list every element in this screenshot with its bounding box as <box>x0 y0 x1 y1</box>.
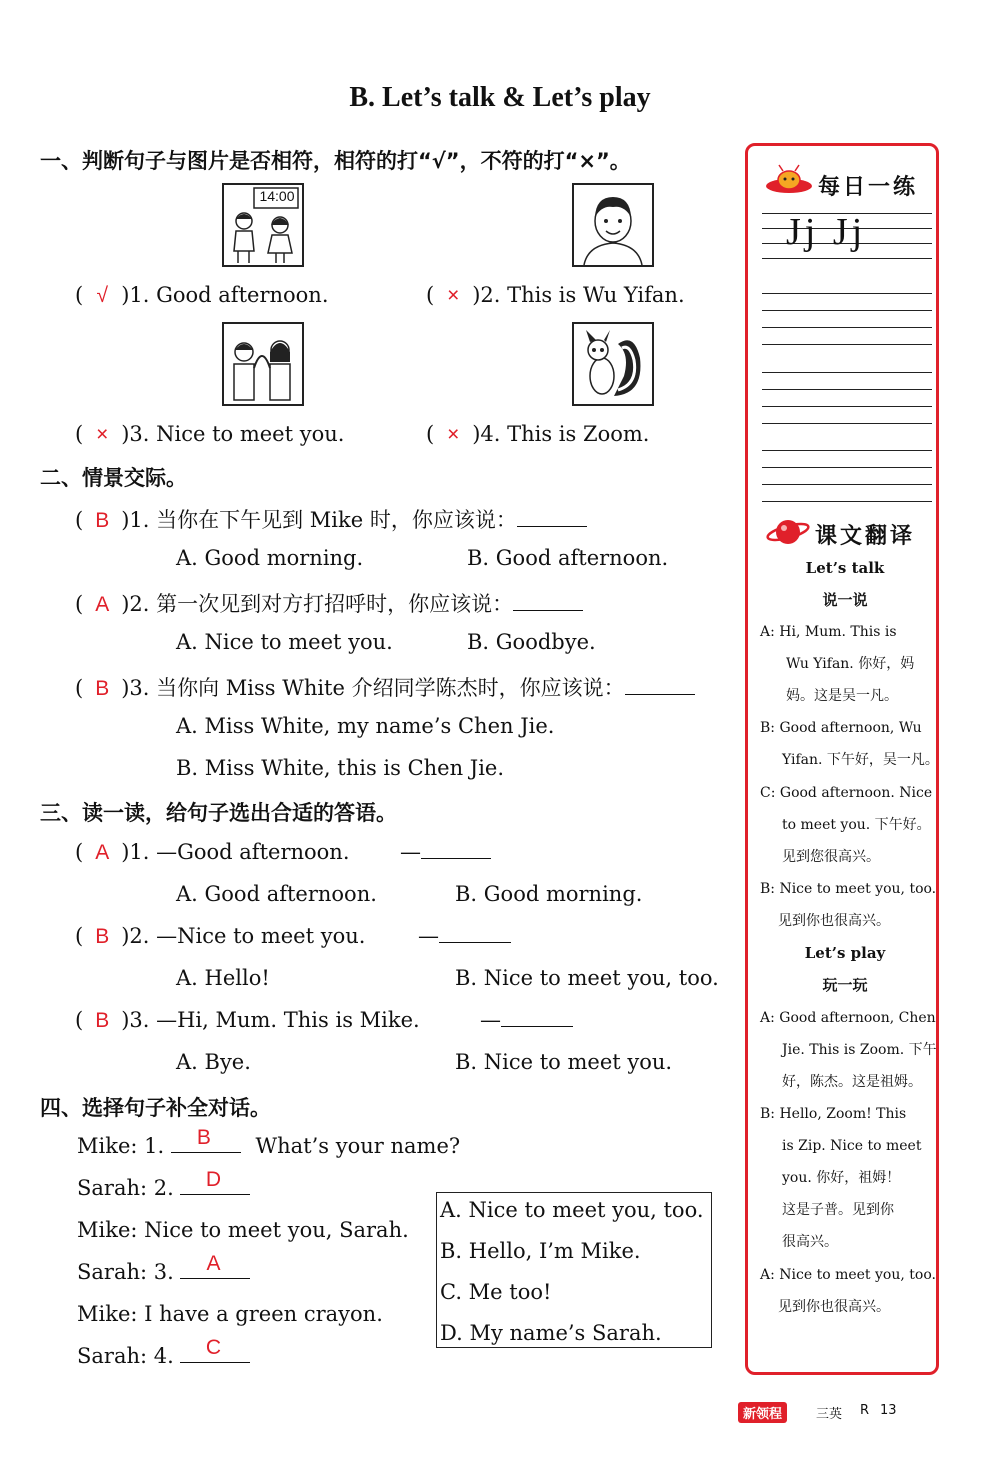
play-title: Let’s play <box>804 944 886 962</box>
dash: — <box>418 924 439 948</box>
play-subtitle: 玩一玩 <box>822 976 868 994</box>
blank-line <box>439 924 511 943</box>
ufo-icon <box>764 164 814 204</box>
play-line: you. 你好，祖姆！ <box>782 1170 901 1186</box>
page-title: B. Let’s talk & Let’s play <box>349 82 651 113</box>
s3-question-3: )3. —Hi, Mum. This is Mike. <box>121 1008 420 1032</box>
footer-edition: R <box>860 1403 870 1418</box>
after-text: What’s your name? <box>255 1134 461 1158</box>
blank-line <box>625 676 695 695</box>
s4-blank-1 <box>171 1126 241 1153</box>
s1-answer-3: × <box>96 423 109 446</box>
writing-rule <box>762 406 932 407</box>
speaker: Sarah: 4. <box>77 1344 174 1368</box>
s2-opt-b-3: B. Miss White, this is Chen Jie. <box>176 756 505 780</box>
s1-item-4: ( × )4. This is Zoom. <box>426 422 650 446</box>
s1-answer-1: √ <box>96 284 108 307</box>
footer-grade: 三英 <box>816 1407 843 1422</box>
talk-subtitle: 说一说 <box>822 591 868 609</box>
talk-title: Let’s talk <box>805 559 885 577</box>
writing-rule <box>762 389 932 390</box>
s3-question-1: )1. —Good afternoon. <box>121 840 350 864</box>
s1-text-2: )2. This is Wu Yifan. <box>472 283 685 307</box>
s3-answer-1: A <box>95 841 110 864</box>
s3-reply-3 <box>480 1008 573 1032</box>
s2-answer-2: A <box>95 593 110 616</box>
s3-opt-b-3: B. Nice to meet you. <box>455 1050 673 1074</box>
s2-answer-3: B <box>95 677 110 700</box>
s3-item-3: ( B )3. —Hi, Mum. This is Mike. <box>75 1008 420 1032</box>
s2-answer-1: B <box>95 509 110 532</box>
talk-line: A: Hi, Mum. This is <box>760 624 897 640</box>
writing-rule <box>762 484 932 485</box>
daily-practice-heading: 每日一练 <box>818 175 919 200</box>
blank-line <box>421 840 491 859</box>
dash: — <box>400 840 421 864</box>
option-a: A. Nice to meet you, too. <box>440 1198 704 1222</box>
letter-practice: Jj Jj <box>786 211 867 253</box>
s4-line-1 <box>77 1126 461 1158</box>
play-line: A: Good afternoon, Chen <box>760 1010 936 1026</box>
planet-icon <box>766 514 810 554</box>
s4-line-3: Mike: Nice to meet you, Sarah. <box>77 1218 409 1242</box>
dash: — <box>480 1008 501 1032</box>
s1-answer-2: × <box>447 284 460 307</box>
s1-text-1: )1. Good afternoon. <box>121 283 329 307</box>
s2-opt-b-1: B. Good afternoon. <box>467 546 669 570</box>
blank-line <box>517 508 587 527</box>
writing-rule <box>762 423 932 424</box>
s4-line-4 <box>77 1252 250 1284</box>
s4-line-6 <box>77 1336 250 1368</box>
s4-line-5: Mike: I have a green crayon. <box>77 1302 383 1326</box>
writing-rule <box>762 467 932 468</box>
handshake-illustration <box>224 324 302 404</box>
picture-handshake <box>222 322 304 406</box>
s2-question-3: )3. 当你向 Miss White 介绍同学陈杰时，你应该说： <box>121 676 625 700</box>
play-line: A: Nice to meet you, too. <box>760 1267 936 1283</box>
talk-line: C: Good afternoon. Nice <box>760 785 933 801</box>
speaker: Sarah: 3. <box>77 1260 174 1284</box>
talk-line: B: Nice to meet you, too. <box>760 881 937 897</box>
s2-opt-b-2: B. Goodbye. <box>467 630 596 654</box>
play-line: Jie. This is Zoom. 下午 <box>782 1042 937 1058</box>
option-b: B. Hello, I’m Mike. <box>440 1239 641 1263</box>
s3-opt-a-3: A. Bye. <box>176 1050 251 1074</box>
s4-line-2 <box>77 1168 250 1200</box>
section3-heading: 三、读一读，给句子选出合适的答语。 <box>40 801 397 825</box>
play-line: 见到你也很高兴。 <box>778 1299 890 1315</box>
s3-item-2: ( B )2. —Nice to meet you. <box>75 924 366 948</box>
writing-rule <box>762 293 932 294</box>
talk-line: to meet you. 下午好。 <box>782 817 931 833</box>
talk-line: 见到您很高兴。 <box>782 849 880 865</box>
s2-opt-a-3: A. Miss White, my name’s Chen Jie. <box>176 714 555 738</box>
s3-answer-2: B <box>95 925 110 948</box>
speaker: Mike: 1. <box>77 1134 165 1158</box>
s1-text-3: )3. Nice to meet you. <box>121 422 345 446</box>
blank-line <box>501 1008 573 1027</box>
s1-item-1: ( √ )1. Good afternoon. <box>75 283 329 307</box>
s4-blank-2 <box>180 1168 250 1195</box>
options-box <box>436 1192 712 1348</box>
s4-blank-4 <box>180 1336 250 1363</box>
section1-heading: 一、判断句子与图片是否相符，相符的打“√”，不符的打“×”。 <box>40 149 631 173</box>
s1-answer-4: × <box>447 423 460 446</box>
play-line: 好，陈杰。这是祖姆。 <box>782 1074 922 1090</box>
s2-question-2: )2. 第一次见到对方打招呼时，你应该说： <box>121 592 514 616</box>
skunk-illustration <box>574 324 652 404</box>
s4-blank-3 <box>180 1252 250 1279</box>
writing-rule <box>762 327 932 328</box>
s3-opt-b-1: B. Good morning. <box>455 882 643 906</box>
option-c: C. Me too! <box>440 1280 552 1304</box>
s2-item-2: ( A )2. 第一次见到对方打招呼时，你应该说： <box>75 588 583 618</box>
s4-answer-1: B <box>196 1126 211 1149</box>
clock-display: 14:00 <box>259 188 295 204</box>
play-line: is Zip. Nice to meet <box>782 1138 922 1154</box>
s2-item-3: ( B )3. 当你向 Miss White 介绍同学陈杰时，你应该说： <box>75 672 695 702</box>
s3-opt-a-2: A. Hello! <box>176 966 270 990</box>
s1-text-4: )4. This is Zoom. <box>472 422 650 446</box>
writing-rule <box>762 258 932 259</box>
talk-line: Yifan. 下午好，吴一凡。 <box>782 752 939 768</box>
footer-page: 13 <box>880 1403 897 1418</box>
brand-badge: 新领程 <box>738 1402 787 1423</box>
talk-line: Wu Yifan. 你好，妈 <box>786 656 915 672</box>
s2-opt-a-1: A. Good morning. <box>176 546 364 570</box>
s1-item-3: ( × )3. Nice to meet you. <box>75 422 345 446</box>
play-line: 这是子普。见到你 <box>782 1202 894 1218</box>
s3-opt-b-2: B. Nice to meet you, too. <box>455 966 719 990</box>
s3-opt-a-1: A. Good afternoon. <box>176 882 377 906</box>
s4-answer-4: C <box>205 1336 222 1359</box>
writing-rule <box>762 450 932 451</box>
blank-line <box>513 592 583 611</box>
option-d: D. My name’s Sarah. <box>440 1321 662 1345</box>
talk-line: 见到你也很高兴。 <box>778 913 890 929</box>
picture-greeting-afternoon <box>222 183 304 267</box>
s3-question-2: )2. —Nice to meet you. <box>121 924 366 948</box>
talk-line: 妈。这是吴一凡。 <box>786 688 898 704</box>
s4-answer-3: A <box>206 1252 221 1275</box>
translation-heading: 课文翻译 <box>815 524 916 549</box>
writing-rule <box>762 372 932 373</box>
s3-reply-2 <box>418 924 511 948</box>
section4-heading: 四、选择句子补全对话。 <box>40 1096 271 1120</box>
speaker: Sarah: 2. <box>77 1176 174 1200</box>
picture-boy-portrait <box>572 183 654 267</box>
section2-heading: 二、情景交际。 <box>40 466 187 490</box>
talk-line: B: Good afternoon, Wu <box>760 720 922 736</box>
s3-item-1: ( A )1. —Good afternoon. <box>75 840 350 864</box>
s4-answer-2: D <box>205 1168 222 1191</box>
boy-illustration <box>574 185 652 265</box>
s3-reply-1 <box>400 840 491 864</box>
play-line: B: Hello, Zoom! This <box>760 1106 907 1122</box>
s2-question-1: )1. 当你在下午见到 Mike 时，你应该说： <box>121 508 517 532</box>
s3-answer-3: B <box>95 1009 110 1032</box>
s2-item-1: ( B )1. 当你在下午见到 Mike 时，你应该说： <box>75 504 587 534</box>
picture-skunk <box>572 322 654 406</box>
writing-rule <box>762 501 932 502</box>
s1-item-2: ( × )2. This is Wu Yifan. <box>426 283 685 307</box>
s2-opt-a-2: A. Nice to meet you. <box>176 630 393 654</box>
play-line: 很高兴。 <box>782 1234 838 1250</box>
writing-rule <box>762 344 932 345</box>
writing-rule <box>762 310 932 311</box>
